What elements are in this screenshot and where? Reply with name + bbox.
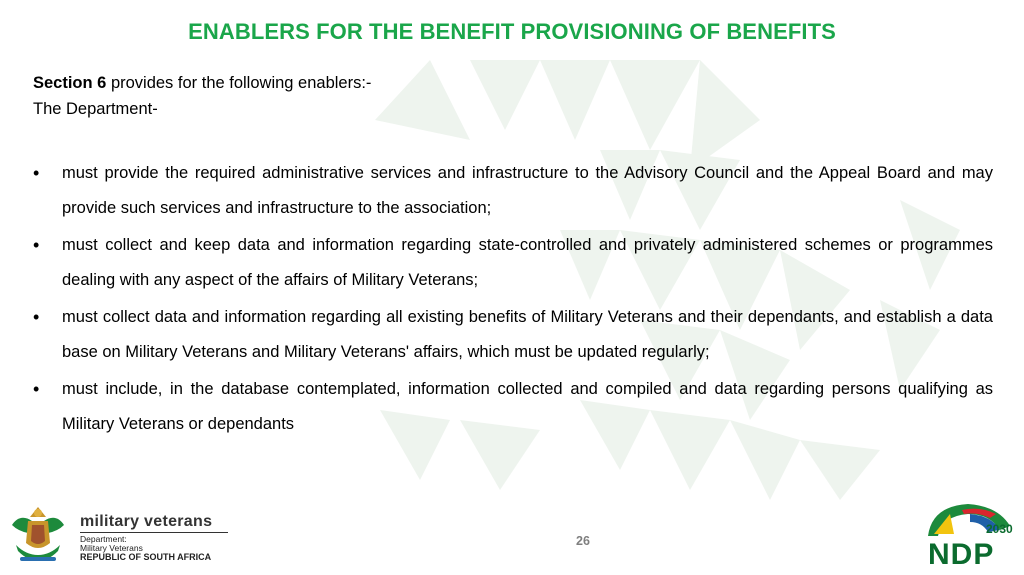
coat-of-arms-icon (6, 503, 70, 565)
logo-rule (80, 532, 228, 533)
list-item-text: must collect and keep data and information regarding state-controlled and privately administered schemes or programmes dealing with any aspect of the affairs of Military Veterans; (62, 236, 993, 289)
intro-block (33, 70, 371, 122)
list-item-text: must provide the required administrative services and infrastructure to the Advisory Council and the Appeal Board and may provide such services and infrastructure to the association; (62, 164, 993, 217)
military-veterans-logo (6, 503, 236, 565)
bullet-icon: • (33, 235, 40, 255)
logo-dept-line1: Department: (80, 534, 127, 544)
ndp-year: 2030 (986, 522, 1013, 536)
logo-brand: military veterans (80, 513, 213, 530)
page-number: 26 (576, 534, 590, 548)
intro-line-2: The Department- (33, 100, 158, 118)
intro-text: provides for the following enablers:- (106, 74, 372, 92)
bullet-icon: • (33, 163, 40, 183)
intro-line (33, 70, 371, 96)
slide-title: ENABLERS FOR THE BENEFIT PROVISIONING OF BENEFITS (188, 19, 836, 44)
ndp-text: NDP (928, 538, 995, 570)
bullet-icon: • (33, 379, 40, 399)
logo-dept-line3: REPUBLIC OF SOUTH AFRICA (80, 552, 212, 562)
logo-text (80, 513, 228, 562)
enablers-list (33, 156, 993, 444)
bullet-icon: • (33, 307, 40, 327)
list-item-text: must collect data and information regarding all existing benefits of Military Veterans and their dependants, and establish a data base on Military Veterans and Military Veterans' affairs, which must be updated regularly; (62, 308, 993, 361)
section-ref: Section 6 (33, 74, 107, 92)
list-item (33, 300, 993, 370)
list-item (33, 156, 993, 226)
list-item (33, 228, 993, 298)
list-item-text: must include, in the database contemplated, information collected and compiled and data regarding persons qualifying as Military Veterans or dependants (62, 380, 993, 433)
ndp-2030-logo (920, 500, 1016, 570)
list-item (33, 372, 993, 442)
logo-dept-line2: Military Veterans (80, 543, 143, 553)
